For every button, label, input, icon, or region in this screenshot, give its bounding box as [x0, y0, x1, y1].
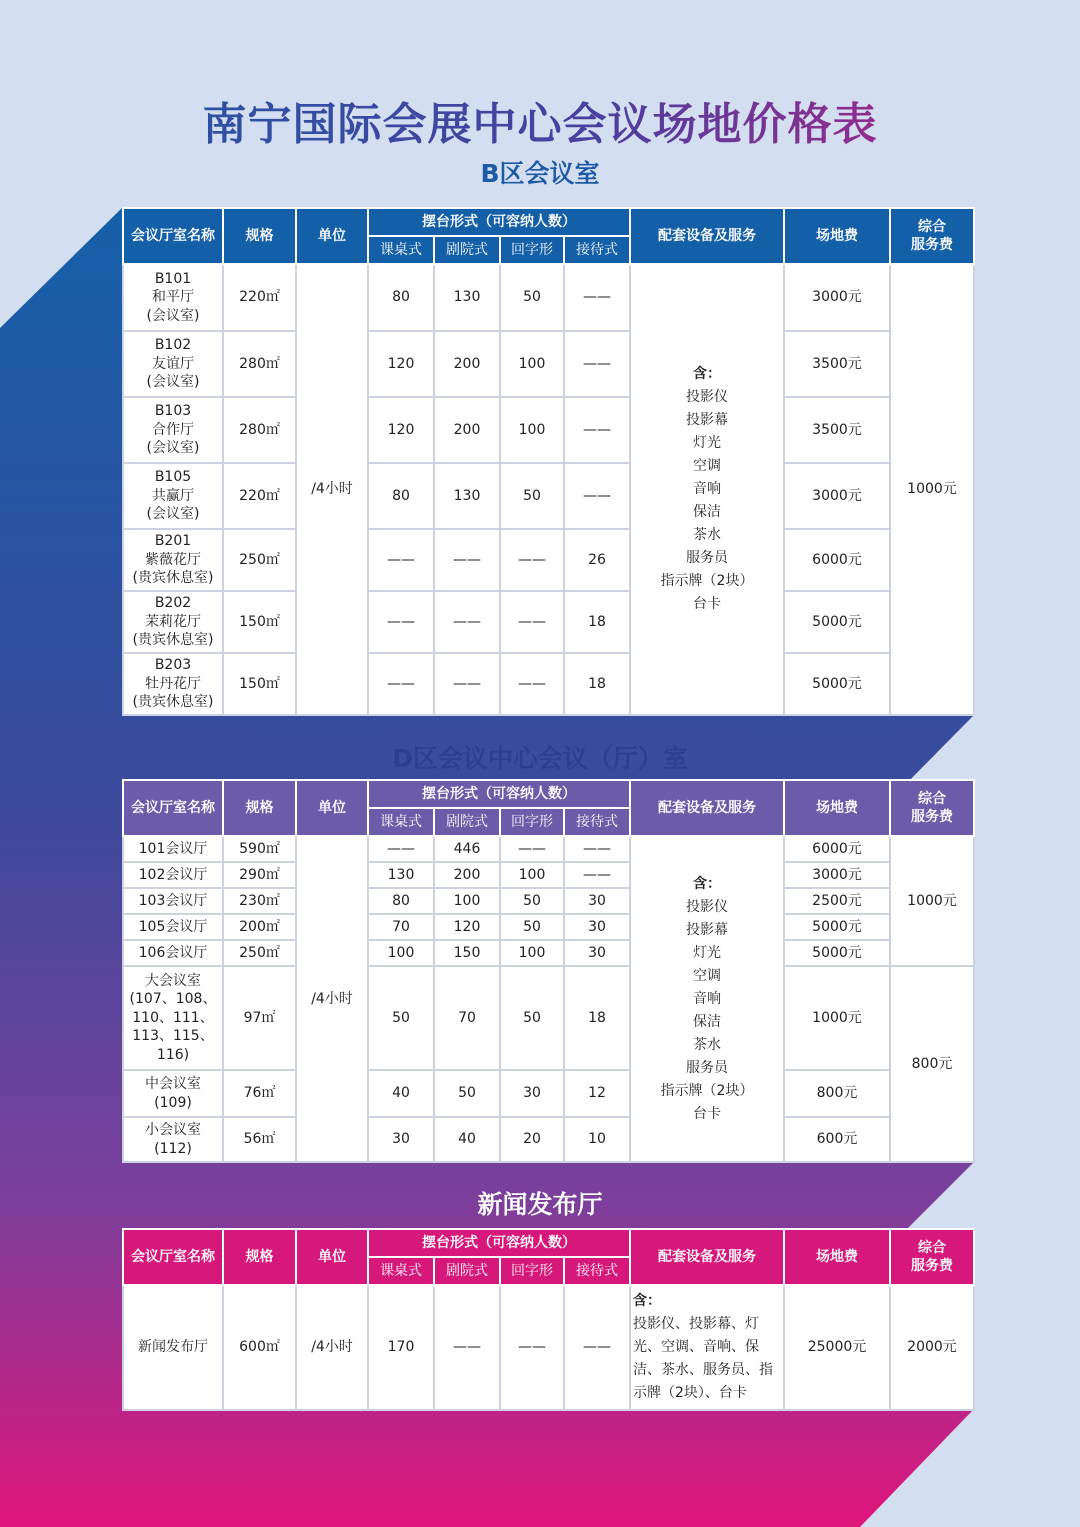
- cap-ring: ——: [500, 836, 564, 862]
- cap-theater: 70: [434, 966, 500, 1070]
- service-fee: 800元: [890, 966, 974, 1162]
- cap-reception: ——: [564, 331, 630, 397]
- cap-theater: ——: [434, 653, 500, 715]
- room-fee: 600元: [784, 1117, 890, 1162]
- cap-desk: 100: [368, 940, 434, 966]
- room-name: 101会议厅: [123, 836, 223, 862]
- room-name: 106会议厅: [123, 940, 223, 966]
- table-row: [123, 888, 974, 914]
- cap-ring: ——: [500, 591, 564, 653]
- header-service: 综合 服务费: [890, 208, 974, 264]
- cap-theater: ——: [434, 1285, 500, 1410]
- room-fee: 3500元: [784, 397, 890, 463]
- cap-ring: 50: [500, 914, 564, 940]
- cap-reception: ——: [564, 264, 630, 331]
- cap-theater: 120: [434, 914, 500, 940]
- room-area: 600㎡: [223, 1285, 296, 1410]
- table-row: [123, 1117, 974, 1162]
- table-row: [123, 264, 974, 331]
- section-title-d: D区会议中心会议（厅）室: [392, 744, 688, 773]
- header-theater: 剧院式: [434, 1257, 500, 1285]
- equipment-list: 含： 投影仪、投影幕、灯光、空调、音响、保洁、茶水、服务员、指示牌（2块）、台卡: [630, 1285, 784, 1410]
- room-area: 76㎡: [223, 1070, 296, 1117]
- cap-reception: 18: [564, 966, 630, 1070]
- cap-theater: 150: [434, 940, 500, 966]
- table-row: [123, 591, 974, 653]
- cap-desk: ——: [368, 591, 434, 653]
- room-name: B202 茉莉花厅 (贵宾休息室): [123, 591, 223, 653]
- header-reception: 接待式: [564, 808, 630, 836]
- header-equip: 配套设备及服务: [630, 780, 784, 836]
- header-ring: 回字形: [500, 236, 564, 264]
- header-service: 综合 服务费: [890, 780, 974, 836]
- header-area: 规格: [223, 1229, 296, 1285]
- table-row: [123, 463, 974, 529]
- header-desk: 课桌式: [368, 808, 434, 836]
- room-area: 150㎡: [223, 653, 296, 715]
- room-name: 小会议室 (112): [123, 1117, 223, 1162]
- cap-ring: 100: [500, 862, 564, 888]
- header-unit: 单位: [296, 208, 368, 264]
- unit-cell: /4小时: [296, 836, 368, 1162]
- header-name: 会议厅室名称: [123, 780, 223, 836]
- cap-ring: ——: [500, 529, 564, 591]
- header-fee: 场地费: [784, 780, 890, 836]
- room-name: 105会议厅: [123, 914, 223, 940]
- room-name: B201 紫薇花厅 (贵宾休息室): [123, 529, 223, 591]
- cap-ring: 100: [500, 397, 564, 463]
- cap-reception: 10: [564, 1117, 630, 1162]
- table-row: [123, 397, 974, 463]
- room-name: 大会议室 (107、108、 110、111、 113、115、 116): [123, 966, 223, 1070]
- service-fee: 2000元: [890, 1285, 974, 1410]
- cap-reception: 30: [564, 888, 630, 914]
- cap-desk: 80: [368, 888, 434, 914]
- cap-theater: ——: [434, 529, 500, 591]
- room-area: 590㎡: [223, 836, 296, 862]
- room-area: 150㎡: [223, 591, 296, 653]
- room-name: B101 和平厅 (会议室): [123, 264, 223, 331]
- table-d-zone: [122, 779, 975, 1163]
- room-fee: 1000元: [784, 966, 890, 1070]
- room-name: 103会议厅: [123, 888, 223, 914]
- cap-reception: ——: [564, 836, 630, 862]
- header-desk: 课桌式: [368, 236, 434, 264]
- header-fee: 场地费: [784, 1229, 890, 1285]
- equipment-list: 含： 投影仪 投影幕 灯光 空调 音响 保洁 茶水 服务员 指示牌（2块） 台卡: [630, 836, 784, 1162]
- header-area: 规格: [223, 208, 296, 264]
- cap-ring: 30: [500, 1070, 564, 1117]
- header-theater: 剧院式: [434, 236, 500, 264]
- cap-desk: 80: [368, 463, 434, 529]
- room-name: 102会议厅: [123, 862, 223, 888]
- room-fee: 5000元: [784, 653, 890, 715]
- room-area: 250㎡: [223, 529, 296, 591]
- section-title-b: B区会议室: [480, 159, 600, 188]
- unit-cell: /4小时: [296, 264, 368, 715]
- room-fee: 800元: [784, 1070, 890, 1117]
- cap-theater: 130: [434, 463, 500, 529]
- cap-theater: 130: [434, 264, 500, 331]
- page-title: 南宁国际会展中心会议场地价格表: [0, 88, 1080, 152]
- section-title-press: 新闻发布厅: [477, 1190, 603, 1219]
- room-fee: 6000元: [784, 529, 890, 591]
- header-name: 会议厅室名称: [123, 208, 223, 264]
- cap-ring: 50: [500, 888, 564, 914]
- header-unit: 单位: [296, 780, 368, 836]
- cap-reception: ——: [564, 463, 630, 529]
- cap-desk: ——: [368, 529, 434, 591]
- cap-theater: 50: [434, 1070, 500, 1117]
- table-row: [123, 862, 974, 888]
- header-desk: 课桌式: [368, 1257, 434, 1285]
- table-press-hall: [122, 1228, 975, 1411]
- table-row: [123, 966, 974, 1070]
- room-name: 新闻发布厅: [123, 1285, 223, 1410]
- room-fee: 5000元: [784, 940, 890, 966]
- table-row: [123, 653, 974, 715]
- cap-desk: 130: [368, 862, 434, 888]
- cap-theater: 40: [434, 1117, 500, 1162]
- room-name: B102 友谊厅 (会议室): [123, 331, 223, 397]
- cap-desk: 30: [368, 1117, 434, 1162]
- cap-theater: 446: [434, 836, 500, 862]
- cap-reception: ——: [564, 397, 630, 463]
- cap-ring: ——: [500, 1285, 564, 1410]
- header-layout: 摆台形式（可容纳人数）: [368, 1229, 630, 1257]
- cap-desk: ——: [368, 836, 434, 862]
- cap-ring: 50: [500, 463, 564, 529]
- table-row: [123, 836, 974, 862]
- cap-reception: 12: [564, 1070, 630, 1117]
- cap-desk: 80: [368, 264, 434, 331]
- room-fee: 6000元: [784, 836, 890, 862]
- room-name: B203 牡丹花厅 (贵宾休息室): [123, 653, 223, 715]
- cap-desk: ——: [368, 653, 434, 715]
- cap-ring: 20: [500, 1117, 564, 1162]
- service-fee: 1000元: [890, 836, 974, 966]
- cap-theater: 200: [434, 397, 500, 463]
- room-fee: 3000元: [784, 264, 890, 331]
- room-name: B103 合作厅 (会议室): [123, 397, 223, 463]
- cap-desk: 50: [368, 966, 434, 1070]
- room-area: 250㎡: [223, 940, 296, 966]
- room-area: 230㎡: [223, 888, 296, 914]
- room-area: 290㎡: [223, 862, 296, 888]
- header-theater: 剧院式: [434, 808, 500, 836]
- equipment-list: 含： 投影仪 投影幕 灯光 空调 音响 保洁 茶水 服务员 指示牌（2块） 台卡: [630, 264, 784, 715]
- cap-ring: 100: [500, 940, 564, 966]
- header-equip: 配套设备及服务: [630, 1229, 784, 1285]
- room-fee: 5000元: [784, 914, 890, 940]
- cap-ring: 100: [500, 331, 564, 397]
- header-reception: 接待式: [564, 236, 630, 264]
- table-row: [123, 1285, 974, 1410]
- table-row: [123, 1070, 974, 1117]
- header-service: 综合 服务费: [890, 1229, 974, 1285]
- header-layout: 摆台形式（可容纳人数）: [368, 780, 630, 808]
- room-fee: 3000元: [784, 463, 890, 529]
- header-unit: 单位: [296, 1229, 368, 1285]
- room-area: 220㎡: [223, 463, 296, 529]
- cap-desk: 120: [368, 397, 434, 463]
- header-fee: 场地费: [784, 208, 890, 264]
- service-fee: 1000元: [890, 264, 974, 715]
- cap-theater: ——: [434, 591, 500, 653]
- room-fee: 3500元: [784, 331, 890, 397]
- unit-cell: /4小时: [296, 1285, 368, 1410]
- cap-theater: 200: [434, 862, 500, 888]
- header-name: 会议厅室名称: [123, 1229, 223, 1285]
- header-ring: 回字形: [500, 808, 564, 836]
- table-row: [123, 940, 974, 966]
- cap-desk: 40: [368, 1070, 434, 1117]
- header-ring: 回字形: [500, 1257, 564, 1285]
- header-equip: 配套设备及服务: [630, 208, 784, 264]
- room-area: 280㎡: [223, 397, 296, 463]
- cap-desk: 120: [368, 331, 434, 397]
- cap-ring: 50: [500, 264, 564, 331]
- header-reception: 接待式: [564, 1257, 630, 1285]
- cap-reception: ——: [564, 862, 630, 888]
- header-area: 规格: [223, 780, 296, 836]
- room-area: 280㎡: [223, 331, 296, 397]
- room-fee: 5000元: [784, 591, 890, 653]
- cap-ring: ——: [500, 653, 564, 715]
- room-name: 中会议室 (109): [123, 1070, 223, 1117]
- cap-reception: 30: [564, 940, 630, 966]
- room-area: 200㎡: [223, 914, 296, 940]
- cap-desk: 170: [368, 1285, 434, 1410]
- cap-reception: 30: [564, 914, 630, 940]
- cap-desk: 70: [368, 914, 434, 940]
- table-row: [123, 914, 974, 940]
- room-fee: 25000元: [784, 1285, 890, 1410]
- header-layout: 摆台形式（可容纳人数）: [368, 208, 630, 236]
- room-fee: 3000元: [784, 862, 890, 888]
- table-row: [123, 529, 974, 591]
- table-b-zone: [122, 207, 975, 716]
- room-area: 97㎡: [223, 966, 296, 1070]
- cap-ring: 50: [500, 966, 564, 1070]
- cap-theater: 100: [434, 888, 500, 914]
- room-name: B105 共赢厅 (会议室): [123, 463, 223, 529]
- cap-theater: 200: [434, 331, 500, 397]
- cap-reception: 18: [564, 591, 630, 653]
- cap-reception: 26: [564, 529, 630, 591]
- cap-reception: 18: [564, 653, 630, 715]
- cap-reception: ——: [564, 1285, 630, 1410]
- room-area: 220㎡: [223, 264, 296, 331]
- room-fee: 2500元: [784, 888, 890, 914]
- table-row: [123, 331, 974, 397]
- room-area: 56㎡: [223, 1117, 296, 1162]
